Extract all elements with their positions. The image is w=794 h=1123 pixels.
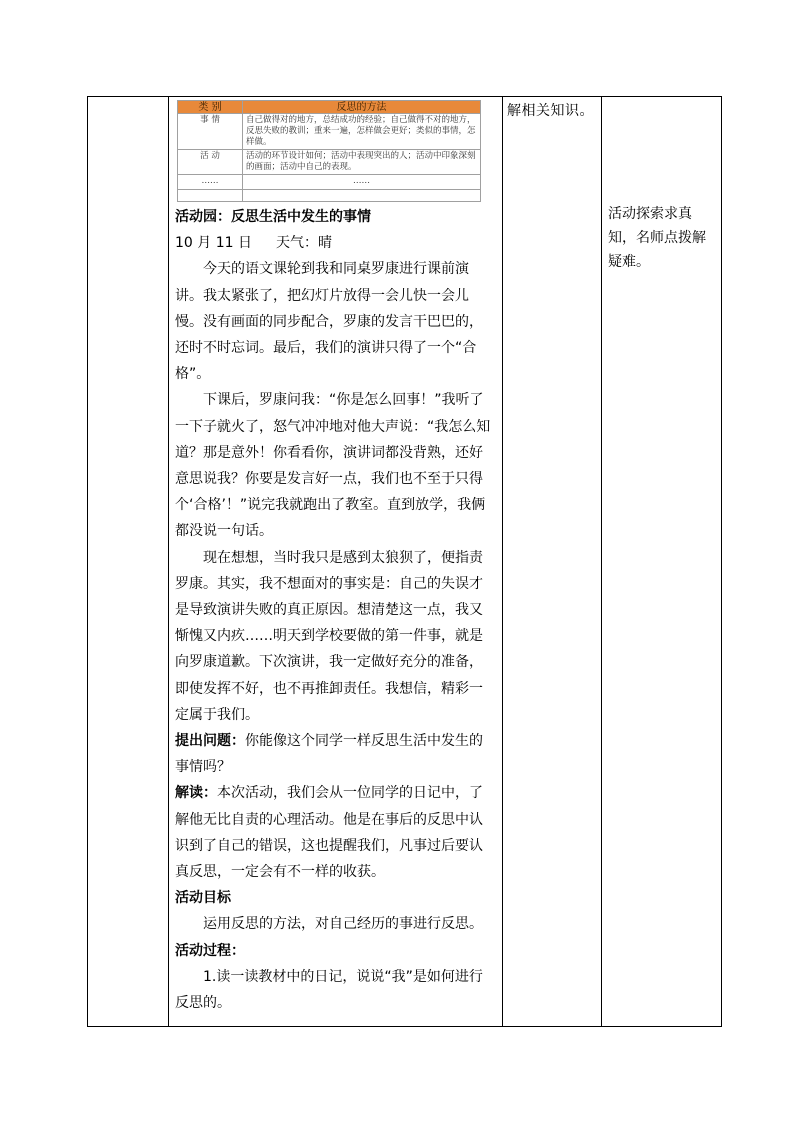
row-category: …… [178,175,243,190]
activity-title: 活动园：反思生活中发生的事情 [175,209,371,225]
col4-text: 活动探索求真知，名师点拨解疑难。 [608,206,706,270]
col3-text: 解相关知识。 [507,103,594,119]
table-row [178,150,481,175]
reading-label: 解读： [175,785,217,802]
design-intent-cell [602,97,722,1027]
diary-date-line [175,230,496,256]
knowledge-cell [503,97,602,1027]
question-label: 提出问题： [175,733,245,750]
header-category: 类 别 [178,101,243,114]
diary-paragraph-1: 今天的语文课轮到我和同桌罗康进行课前演讲。我太紧张了，把幻灯片放得一会儿快一会儿慢。没有画面的同步配合，罗康的发言干巴巴的，还时不时忘词。最后，我们的演讲只得了一个“合格”。 [175,261,483,383]
diary-weather: 天气：晴 [275,235,332,252]
goal-text: 运用反思的方法，对自己经历的事进行反思。 [203,916,483,933]
table-row-empty [178,190,481,202]
question-paragraph [175,728,496,780]
process-heading: 活动过程： [175,942,245,959]
diary-paragraph-3: 现在想想，当时我只是感到太狼狈了，便指责罗康。其实，我不想面对的事实是：自己的失误才是导致演讲失败的真正原因。想清楚这一点，我又惭愧又内疚……明天到学校要做的第一件事，就是向罗康道歉。下次演讲，我一定做好充分的准备，即使发挥不好，也不再推卸责任。我想信，精彩一定属于我们。 [175,549,483,723]
process-item-1: 1.读一读教材中的日记，说说“我”是如何进行反思的。 [175,968,483,1012]
reflection-methods-table [177,100,481,202]
reading-paragraph [175,780,496,885]
main-content-cell [169,97,503,1027]
row-method: 自己做得对的地方，总结成功的经验；自己做得不对的地方，反思失败的教训；重来一遍，怎样做会更好；类似的事情，怎样做。 [243,114,481,150]
lesson-plan-table [87,96,722,1027]
row-category: 事 情 [178,114,243,150]
goal-heading: 活动目标 [175,890,231,907]
row-method: 活动的环节设计如何；活动中表现突出的人；活动中印象深刻的画面；活动中自己的表现。 [243,150,481,175]
diary-date: 10 月 11 日 [175,235,252,252]
left-blank-cell [88,97,169,1027]
diary-paragraph-2: 下课后，罗康问我：“你是怎么回事！”我听了一下子就火了，怒气冲冲地对他大声说：“我怎么知道？那是意外！你看看你，演讲词都没背熟，还好意思说我？你要是发言好一点，我们也不至于只得个‘合格’！”说完我就跑出了教室。直到放学，我俩都没说一句话。 [175,392,491,540]
reading-text: 本次活动，我们会从一位同学的日记中，了解他无比自责的心理活动。他是在事后的反思中认识到了自己的错误，这也提醒我们，凡事过后要认真反思，一定会有不一样的收获。 [175,785,483,881]
table-row [178,114,481,150]
row-method: …… [243,175,481,190]
question-text: 你能像这个同学一样反思生活中发生的事情吗？ [175,733,483,776]
row-category: 活 动 [178,150,243,175]
table-row [178,175,481,190]
header-method: 反思的方法 [243,101,481,114]
